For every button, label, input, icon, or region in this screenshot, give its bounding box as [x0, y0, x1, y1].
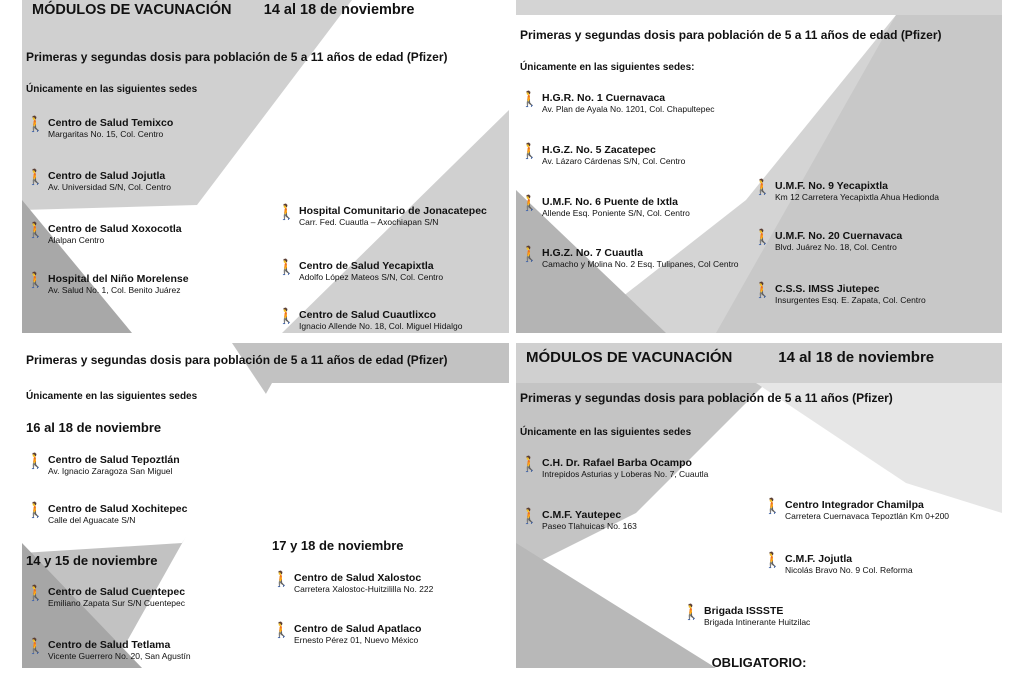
site-item: 🚶 Brigada ISSSTE Brigada Intinerante Huitzilac [682, 604, 811, 627]
date-heading: 14 y 15 de noviembre [26, 553, 158, 568]
panel-subtitle: Primeras y segundas dosis para población de 5 a 11 años de edad (Pfizer) [26, 50, 448, 64]
site-item: 🚶 U.M.F. No. 20 Cuernavaca Blvd. Juárez No. 18, Col. Centro [753, 229, 903, 252]
site-item: 🚶 Centro de Salud Yecapixtla Adolfo López Mateos S/N, Col. Centro [277, 259, 444, 282]
panel-subtitle: Primeras y segundas dosis para población de 5 a 11 años de edad (Pfizer) [520, 28, 942, 42]
person-walking-icon: 🚶 [277, 259, 296, 276]
person-walking-icon: 🚶 [277, 308, 296, 325]
site-item: 🚶 Centro de Salud Apatlaco Ernesto Pérez 01, Nuevo México [272, 622, 422, 645]
person-walking-icon: 🚶 [26, 116, 45, 133]
person-walking-icon: 🚶 [26, 453, 45, 470]
site-item: 🚶 H.G.Z. No. 7 Cuautla Camacho y Molina No. 2 Esq. Tulipanes, Col Centro [520, 246, 739, 269]
site-item: 🚶 C.S.S. IMSS Jiutepec Insurgentes Esq. E. Zapata, Col. Centro [753, 282, 926, 305]
date-heading: 17 y 18 de noviembre [272, 538, 404, 553]
person-walking-icon: 🚶 [520, 508, 539, 525]
site-item: 🚶 C.H. Dr. Rafael Barba Ocampo Intrepidos Asturias y Loberas No. 7, Cuautla [520, 456, 709, 479]
person-walking-icon: 🚶 [753, 282, 772, 299]
site-item: 🚶 Hospital del Niño Morelense Av. Salud No. 1, Col. Benito Juárez [26, 272, 189, 295]
person-walking-icon: 🚶 [520, 195, 539, 212]
site-item: 🚶 Centro de Salud Cuautlixco Ignacio Allende No. 18, Col. Miguel Hidalgo [277, 308, 463, 331]
person-walking-icon: 🚶 [520, 456, 539, 473]
site-item: 🚶 U.M.F. No. 9 Yecapixtla Km 12 Carretera Yecapixtla Ahua Hedionda [753, 179, 939, 202]
site-item: 🚶 Centro de Salud Temixco Margaritas No. 15, Col. Centro [26, 116, 174, 139]
person-walking-icon: 🚶 [763, 552, 782, 569]
person-walking-icon: 🚶 [277, 204, 296, 221]
person-walking-icon: 🚶 [272, 571, 291, 588]
site-item: 🚶 C.M.F. Yautepec Paseo Tlahuicas No. 163 [520, 508, 637, 531]
site-item: 🚶 Centro de Salud Tepoztlán Av. Ignacio Zaragoza San Miguel [26, 453, 180, 476]
site-item: 🚶 Centro de Salud Cuentepec Emiliano Zapata Sur S/N Cuentepec [26, 585, 186, 608]
person-walking-icon: 🚶 [763, 498, 782, 515]
person-walking-icon: 🚶 [753, 229, 772, 246]
site-item: 🚶 Hospital Comunitario de Jonacatepec Carr. Fed. Cuautla – Axochiapan S/N [277, 204, 487, 227]
person-walking-icon: 🚶 [26, 169, 45, 186]
site-item: 🚶 Centro Integrador Chamilpa Carretera Cuernavaca Tepoztlán Km 0+200 [763, 498, 950, 521]
sites-intro: Únicamente en las siguientes sedes [520, 427, 692, 438]
person-walking-icon: 🚶 [26, 502, 45, 519]
person-walking-icon: 🚶 [753, 179, 772, 196]
site-item: 🚶 Centro de Salud Xochitepec Calle del Aguacate S/N [26, 502, 188, 525]
site-item: 🚶 Centro de Salud Tetlama Vicente Guerrero No. 20, San Agustín [26, 638, 191, 661]
site-item: 🚶 H.G.Z. No. 5 Zacatepec Av. Lázaro Cárdenas S/N, Col. Centro [520, 143, 686, 166]
obligatorio-heading: OBLIGATORIO: [711, 655, 807, 668]
person-walking-icon: 🚶 [26, 222, 45, 239]
site-item: 🚶 Centro de Salud Jojutla Av. Universidad S/N, Col. Centro [26, 169, 171, 192]
site-item: 🚶 C.M.F. Jojutla Nicolás Bravo No. 9 Col. Reforma [763, 552, 913, 575]
person-walking-icon: 🚶 [520, 91, 539, 108]
panel-top-right [516, 0, 1002, 333]
date-heading: 16 al 18 de noviembre [26, 420, 162, 435]
panel-top-left [22, 0, 509, 333]
panel-title: MÓDULOS DE VACUNACIÓN 14 al 18 de noviembre [32, 2, 415, 18]
panel-subtitle: Primeras y segundas dosis para población de 5 a 11 años de edad (Pfizer) [26, 353, 448, 367]
person-walking-icon: 🚶 [272, 622, 291, 639]
site-item: 🚶 Centro de Salud Xoxocotla Alalpan Centro [26, 222, 182, 245]
panel-bottom-right [516, 343, 1002, 668]
person-walking-icon: 🚶 [520, 143, 539, 160]
site-item: 🚶 H.G.R. No. 1 Cuernavaca Av. Plan de Ayala No. 1201, Col. Chapultepec [520, 91, 715, 114]
person-walking-icon: 🚶 [26, 585, 45, 602]
person-walking-icon: 🚶 [26, 272, 45, 289]
site-item: 🚶 U.M.F. No. 6 Puente de Ixtla Allende Esq. Poniente S/N, Col. Centro [520, 195, 690, 218]
person-walking-icon: 🚶 [26, 638, 45, 655]
sites-intro: Únicamente en las siguientes sedes: [520, 62, 695, 73]
site-item: 🚶 Centro de Salud Xalostoc Carretera Xalostoc-Huitzililla No. 222 [272, 571, 434, 594]
sites-intro: Únicamente en las siguientes sedes [26, 391, 198, 402]
panel-bottom-left [22, 343, 509, 668]
panel-subtitle: Primeras y segundas dosis para población de 5 a 11 años (Pfizer) [520, 391, 893, 405]
sites-intro: Únicamente en las siguientes sedes [26, 84, 198, 95]
person-walking-icon: 🚶 [520, 246, 539, 263]
person-walking-icon: 🚶 [682, 604, 701, 621]
panel-title: MÓDULOS DE VACUNACIÓN 14 al 18 de noviembre [526, 349, 935, 366]
